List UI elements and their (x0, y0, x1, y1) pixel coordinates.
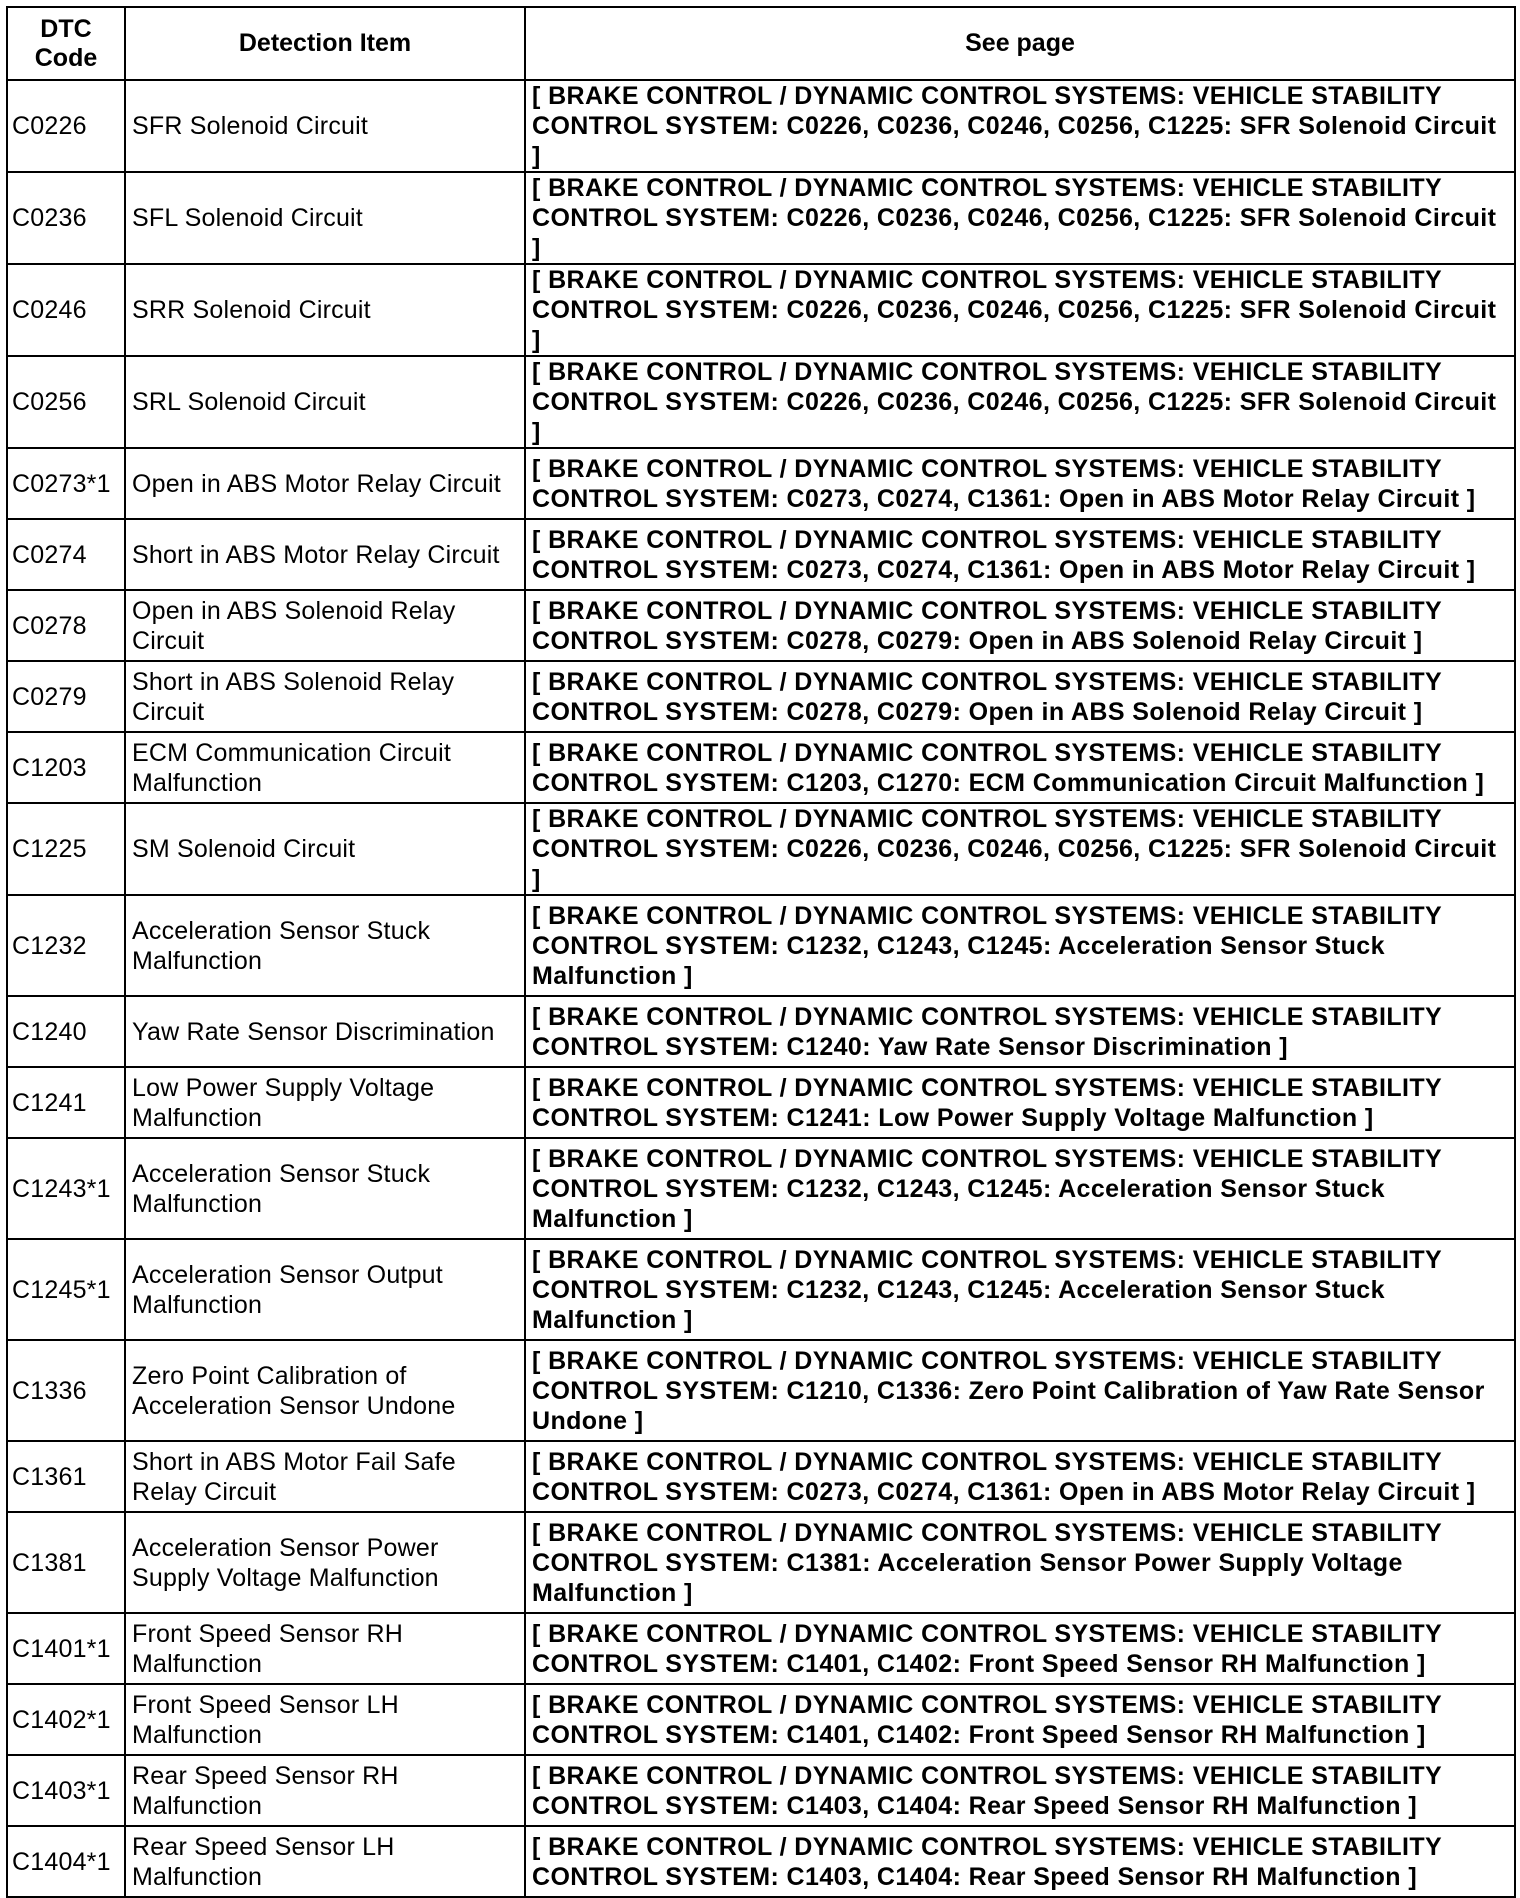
detection-item-cell: SFL Solenoid Circuit (125, 172, 525, 264)
dtc-code-cell: C1361 (7, 1441, 125, 1512)
detection-item-cell: Rear Speed Sensor LH Malfunction (125, 1826, 525, 1897)
dtc-code-cell: C0279 (7, 661, 125, 732)
see-page-link[interactable]: [ BRAKE CONTROL / DYNAMIC CONTROL SYSTEMS: VEHICLE STABILITY CONTROL SYSTEM: C1210, C1336: Zero Point Calibration of Yaw Rate Sensor Undone ] (525, 1340, 1515, 1441)
dtc-code-cell: C0236 (7, 172, 125, 264)
detection-item-cell: SRL Solenoid Circuit (125, 356, 525, 448)
dtc-code-cell: C1245*1 (7, 1239, 125, 1340)
dtc-code-cell: C1243*1 (7, 1138, 125, 1239)
table-row (7, 895, 1515, 996)
see-page-link[interactable]: [ BRAKE CONTROL / DYNAMIC CONTROL SYSTEMS: VEHICLE STABILITY CONTROL SYSTEM: C0226, C0236, C0246, C0256, C1225: SFR Solenoid Circuit ] (525, 80, 1515, 172)
detection-item-cell: Acceleration Sensor Power Supply Voltage Malfunction (125, 1512, 525, 1613)
see-page-link[interactable]: [ BRAKE CONTROL / DYNAMIC CONTROL SYSTEMS: VEHICLE STABILITY CONTROL SYSTEM: C0278, C0279: Open in ABS Solenoid Relay Circuit ] (525, 590, 1515, 661)
detection-item-cell: Front Speed Sensor LH Malfunction (125, 1684, 525, 1755)
table-row (7, 356, 1515, 448)
table-row (7, 732, 1515, 803)
see-page-link[interactable]: [ BRAKE CONTROL / DYNAMIC CONTROL SYSTEMS: VEHICLE STABILITY CONTROL SYSTEM: C1232, C1243, C1245: Acceleration Sensor Stuck Malfunction ] (525, 1239, 1515, 1340)
detection-item-cell: SFR Solenoid Circuit (125, 80, 525, 172)
dtc-code-cell: C1232 (7, 895, 125, 996)
dtc-code-cell: C0226 (7, 80, 125, 172)
dtc-code-cell: C1240 (7, 996, 125, 1067)
see-page-link[interactable]: [ BRAKE CONTROL / DYNAMIC CONTROL SYSTEMS: VEHICLE STABILITY CONTROL SYSTEM: C0226, C0236, C0246, C0256, C1225: SFR Solenoid Circuit ] (525, 356, 1515, 448)
dtc-code-cell: C0246 (7, 264, 125, 356)
dtc-code-cell: C1241 (7, 1067, 125, 1138)
dtc-code-cell: C1404*1 (7, 1826, 125, 1897)
dtc-code-cell: C1402*1 (7, 1684, 125, 1755)
table-row (7, 172, 1515, 264)
dtc-code-cell: C1203 (7, 732, 125, 803)
header-dtc-code: DTC Code (7, 7, 125, 80)
detection-item-cell: ECM Communication Circuit Malfunction (125, 732, 525, 803)
dtc-table-body (7, 80, 1515, 1897)
see-page-link[interactable]: [ BRAKE CONTROL / DYNAMIC CONTROL SYSTEMS: VEHICLE STABILITY CONTROL SYSTEM: C1241: Low Power Supply Voltage Malfunction ] (525, 1067, 1515, 1138)
dtc-code-cell: C0273*1 (7, 448, 125, 519)
header-row (7, 7, 1515, 80)
table-row (7, 448, 1515, 519)
table-row (7, 1684, 1515, 1755)
dtc-code-cell: C0274 (7, 519, 125, 590)
detection-item-cell: SM Solenoid Circuit (125, 803, 525, 895)
detection-item-cell: Short in ABS Motor Relay Circuit (125, 519, 525, 590)
table-row (7, 1613, 1515, 1684)
table-row (7, 1755, 1515, 1826)
table-row (7, 661, 1515, 732)
detection-item-cell: Front Speed Sensor RH Malfunction (125, 1613, 525, 1684)
table-row (7, 80, 1515, 172)
table-row (7, 996, 1515, 1067)
detection-item-cell: Open in ABS Solenoid Relay Circuit (125, 590, 525, 661)
table-row (7, 1239, 1515, 1340)
dtc-code-cell: C1225 (7, 803, 125, 895)
table-row (7, 1138, 1515, 1239)
see-page-link[interactable]: [ BRAKE CONTROL / DYNAMIC CONTROL SYSTEMS: VEHICLE STABILITY CONTROL SYSTEM: C1232, C1243, C1245: Acceleration Sensor Stuck Malfunction ] (525, 1138, 1515, 1239)
detection-item-cell: Open in ABS Motor Relay Circuit (125, 448, 525, 519)
detection-item-cell: Short in ABS Solenoid Relay Circuit (125, 661, 525, 732)
see-page-link[interactable]: [ BRAKE CONTROL / DYNAMIC CONTROL SYSTEMS: VEHICLE STABILITY CONTROL SYSTEM: C1240: Yaw Rate Sensor Discrimination ] (525, 996, 1515, 1067)
see-page-link[interactable]: [ BRAKE CONTROL / DYNAMIC CONTROL SYSTEMS: VEHICLE STABILITY CONTROL SYSTEM: C0273, C0274, C1361: Open in ABS Motor Relay Circuit ] (525, 519, 1515, 590)
see-page-link[interactable]: [ BRAKE CONTROL / DYNAMIC CONTROL SYSTEMS: VEHICLE STABILITY CONTROL SYSTEM: C0273, C0274, C1361: Open in ABS Motor Relay Circuit ] (525, 1441, 1515, 1512)
table-row (7, 1826, 1515, 1897)
table-row (7, 1512, 1515, 1613)
see-page-link[interactable]: [ BRAKE CONTROL / DYNAMIC CONTROL SYSTEMS: VEHICLE STABILITY CONTROL SYSTEM: C1403, C1404: Rear Speed Sensor RH Malfunction ] (525, 1755, 1515, 1826)
table-row (7, 1340, 1515, 1441)
see-page-link[interactable]: [ BRAKE CONTROL / DYNAMIC CONTROL SYSTEMS: VEHICLE STABILITY CONTROL SYSTEM: C0226, C0236, C0246, C0256, C1225: SFR Solenoid Circuit ] (525, 803, 1515, 895)
table-row (7, 1441, 1515, 1512)
see-page-link[interactable]: [ BRAKE CONTROL / DYNAMIC CONTROL SYSTEMS: VEHICLE STABILITY CONTROL SYSTEM: C1232, C1243, C1245: Acceleration Sensor Stuck Malfunction ] (525, 895, 1515, 996)
dtc-code-cell: C1401*1 (7, 1613, 125, 1684)
detection-item-cell: Acceleration Sensor Stuck Malfunction (125, 895, 525, 996)
see-page-link[interactable]: [ BRAKE CONTROL / DYNAMIC CONTROL SYSTEMS: VEHICLE STABILITY CONTROL SYSTEM: C1401, C1402: Front Speed Sensor RH Malfunction ] (525, 1613, 1515, 1684)
detection-item-cell: SRR Solenoid Circuit (125, 264, 525, 356)
detection-item-cell: Acceleration Sensor Stuck Malfunction (125, 1138, 525, 1239)
table-row (7, 803, 1515, 895)
see-page-link[interactable]: [ BRAKE CONTROL / DYNAMIC CONTROL SYSTEMS: VEHICLE STABILITY CONTROL SYSTEM: C0226, C0236, C0246, C0256, C1225: SFR Solenoid Circuit ] (525, 264, 1515, 356)
see-page-link[interactable]: [ BRAKE CONTROL / DYNAMIC CONTROL SYSTEMS: VEHICLE STABILITY CONTROL SYSTEM: C1403, C1404: Rear Speed Sensor RH Malfunction ] (525, 1826, 1515, 1897)
dtc-code-cell: C1403*1 (7, 1755, 125, 1826)
see-page-link[interactable]: [ BRAKE CONTROL / DYNAMIC CONTROL SYSTEMS: VEHICLE STABILITY CONTROL SYSTEM: C0273, C0274, C1361: Open in ABS Motor Relay Circuit ] (525, 448, 1515, 519)
detection-item-cell: Low Power Supply Voltage Malfunction (125, 1067, 525, 1138)
dtc-code-cell: C1381 (7, 1512, 125, 1613)
detection-item-cell: Zero Point Calibration of Acceleration Sensor Undone (125, 1340, 525, 1441)
table-row (7, 519, 1515, 590)
detection-item-cell: Short in ABS Motor Fail Safe Relay Circuit (125, 1441, 525, 1512)
see-page-link[interactable]: [ BRAKE CONTROL / DYNAMIC CONTROL SYSTEMS: VEHICLE STABILITY CONTROL SYSTEM: C0278, C0279: Open in ABS Solenoid Relay Circuit ] (525, 661, 1515, 732)
table-row (7, 590, 1515, 661)
table-row (7, 1067, 1515, 1138)
dtc-code-cell: C1336 (7, 1340, 125, 1441)
see-page-link[interactable]: [ BRAKE CONTROL / DYNAMIC CONTROL SYSTEMS: VEHICLE STABILITY CONTROL SYSTEM: C0226, C0236, C0246, C0256, C1225: SFR Solenoid Circuit ] (525, 172, 1515, 264)
header-detection-item: Detection Item (125, 7, 525, 80)
detection-item-cell: Rear Speed Sensor RH Malfunction (125, 1755, 525, 1826)
detection-item-cell: Yaw Rate Sensor Discrimination (125, 996, 525, 1067)
see-page-link[interactable]: [ BRAKE CONTROL / DYNAMIC CONTROL SYSTEMS: VEHICLE STABILITY CONTROL SYSTEM: C1203, C1270: ECM Communication Circuit Malfunction ] (525, 732, 1515, 803)
dtc-table (6, 6, 1516, 1898)
table-row (7, 264, 1515, 356)
dtc-code-cell: C0278 (7, 590, 125, 661)
detection-item-cell: Acceleration Sensor Output Malfunction (125, 1239, 525, 1340)
see-page-link[interactable]: [ BRAKE CONTROL / DYNAMIC CONTROL SYSTEMS: VEHICLE STABILITY CONTROL SYSTEM: C1401, C1402: Front Speed Sensor RH Malfunction ] (525, 1684, 1515, 1755)
dtc-code-cell: C0256 (7, 356, 125, 448)
see-page-link[interactable]: [ BRAKE CONTROL / DYNAMIC CONTROL SYSTEMS: VEHICLE STABILITY CONTROL SYSTEM: C1381: Acceleration Sensor Power Supply Voltage Malfunction ] (525, 1512, 1515, 1613)
header-see-page: See page (525, 7, 1515, 80)
